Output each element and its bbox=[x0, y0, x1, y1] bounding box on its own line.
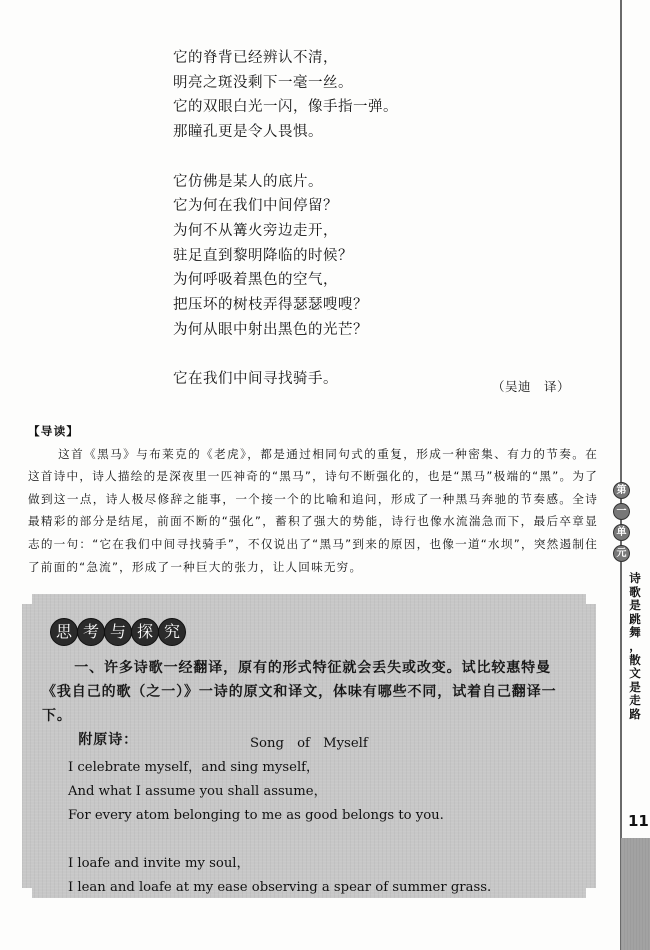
unit-title-char: 诗 bbox=[629, 571, 641, 585]
question-line: 一、许多诗歌一经翻译，原有的形式特征就会丢失或改变。试比较惠特曼 bbox=[74, 660, 551, 676]
unit-title-char: 舞 bbox=[629, 625, 641, 640]
title-bubble: 与 bbox=[104, 618, 132, 646]
appendix-label: 附原诗： bbox=[78, 732, 138, 748]
unit-title-char: ， bbox=[629, 638, 641, 653]
poem-line: 明亮之斑没剩下一毫一丝。 bbox=[173, 74, 353, 91]
english-poem-line: For every atom belonging to me as good belongs to you. bbox=[68, 808, 444, 823]
poem-line: 驻足直到黎明降临的时候？ bbox=[173, 247, 353, 264]
unit-badge: 元 bbox=[613, 545, 630, 562]
explore-section-title bbox=[50, 618, 185, 646]
poem-line: 它的脊背已经辨认不清， bbox=[173, 50, 338, 66]
poem-body bbox=[173, 46, 593, 417]
stanza-gap bbox=[68, 828, 588, 852]
unit-title-char: 跳 bbox=[629, 611, 641, 626]
unit-title-char: 散 bbox=[629, 652, 641, 667]
reading-guide-heading: 【导读】 bbox=[28, 424, 80, 438]
reading-guide-paragraph: 这首《黑马》与布莱克的《老虎》，都是通过相同句式的重复，形成一种密集、有力的节奏。在这首诗中，诗人描绘的是深夜里一匹神奇的“黑马”，诗句不断强化的，也是“黑马”极端的“黑”。为了做到这一点，诗人极尽修辞之能事，一个接一个的比喻和追问，形成了一种黑马奔驰的节奏感。全诗最精彩的部分是结尾，前面不断的“强化”，蓄积了强大的势能，诗行也像水流湍急而下，最后卒章显志的一句：“它在我们中间寻找骑手”，不仅说出了“黑马”到来的原因，也像一道“水坝”，突然遏制住了前面的“急流”，形成了一种巨大的张力，让人回味无穷。 bbox=[28, 446, 598, 574]
poem-line: 那瞳孔更是令人畏惧。 bbox=[173, 124, 323, 141]
title-bubble: 考 bbox=[77, 618, 105, 646]
english-poem-title: Song of Myself bbox=[250, 736, 368, 751]
poem-line: 它仿佛是某人的底片。 bbox=[173, 173, 323, 190]
page-number: 11 bbox=[628, 812, 649, 830]
english-poem-line: I celebrate myself，and sing myself， bbox=[68, 760, 320, 775]
unit-title-char: 路 bbox=[629, 706, 641, 721]
english-poem-line: I lean and loafe at my ease observing a spear of summer grass. bbox=[68, 880, 492, 895]
english-poem bbox=[68, 732, 588, 900]
unit-title-char: 是 bbox=[629, 598, 641, 613]
unit-badge: 一 bbox=[613, 503, 630, 520]
unit-title-char: 歌 bbox=[629, 584, 641, 599]
poem-stanza-1 bbox=[173, 46, 593, 145]
title-bubble: 思 bbox=[50, 618, 78, 646]
question-line: 《我自己的歌（之一）》一诗的原文和译文，体味有哪些不同，试着自己翻译一下。 bbox=[42, 684, 557, 724]
page-margin-rule bbox=[620, 0, 622, 950]
unit-badges bbox=[613, 482, 629, 566]
unit-badge: 单 bbox=[613, 524, 630, 541]
poem-line: 它在我们中间寻找骑手。 bbox=[173, 371, 338, 388]
english-poem-line: I loafe and invite my soul， bbox=[68, 856, 250, 871]
translator-credit: （吴迪 译） bbox=[492, 379, 571, 394]
unit-title-char: 文 bbox=[629, 666, 641, 681]
unit-title-char: 是 bbox=[629, 679, 641, 694]
poem-line: 它为何在我们中间停留？ bbox=[173, 198, 338, 215]
title-bubble: 究 bbox=[158, 618, 186, 646]
poem-line: 它的双眼白光一闪，像手指一弹。 bbox=[173, 99, 398, 116]
poem-stanza-2 bbox=[173, 170, 593, 343]
unit-title-vertical bbox=[627, 572, 643, 722]
poem-line: 为何不从篝火旁边走开， bbox=[173, 222, 338, 239]
poem-line: 为何从眼中射出黑色的光芒？ bbox=[173, 321, 368, 338]
reading-guide bbox=[28, 420, 598, 578]
poem-line: 把压坏的树枝弄得瑟瑟嗖嗖？ bbox=[173, 297, 368, 314]
page-edge-tab bbox=[621, 838, 650, 950]
english-poem-line: And what I assume you shall assume， bbox=[68, 784, 327, 799]
unit-badge: 第 bbox=[613, 482, 630, 499]
poem-line: 为何呼吸着黑色的空气， bbox=[173, 272, 338, 289]
unit-title-char: 走 bbox=[629, 693, 641, 708]
title-bubble: 探 bbox=[131, 618, 159, 646]
